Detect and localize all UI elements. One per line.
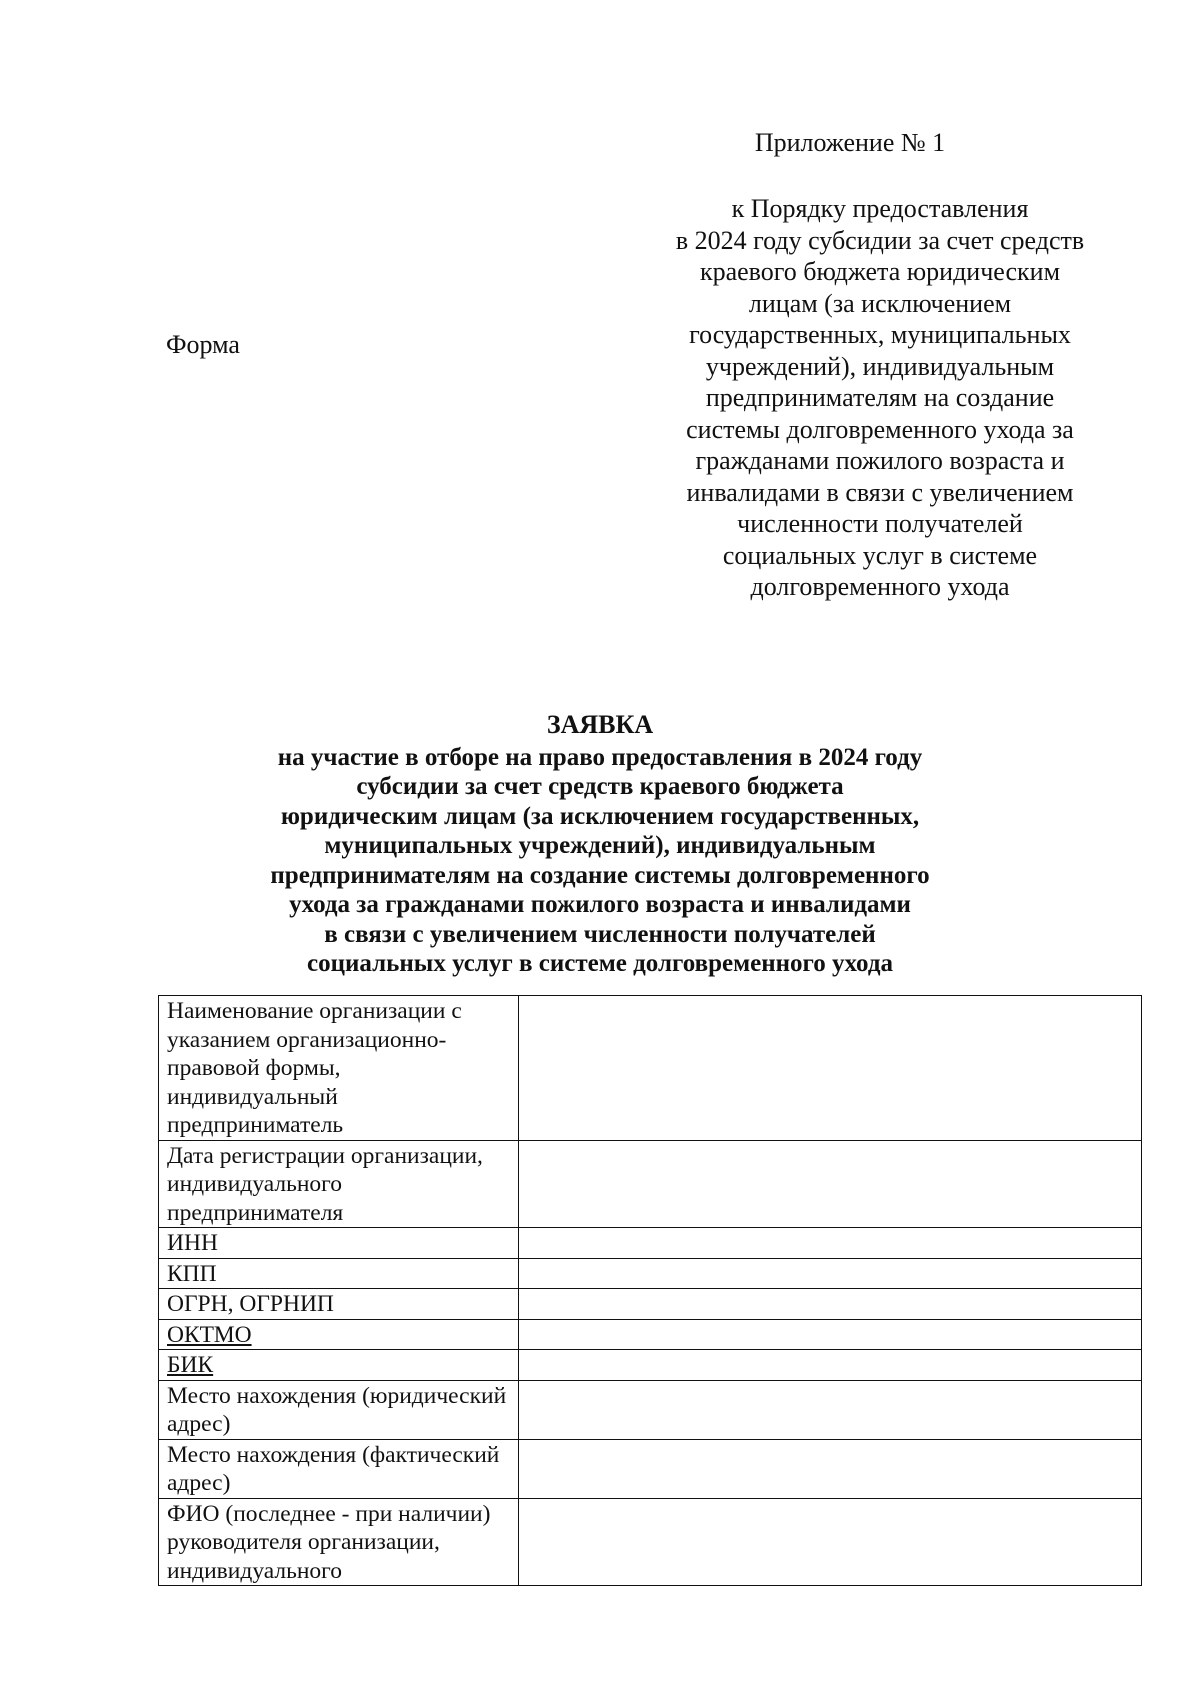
title-line: ухода за гражданами пожилого возраста и инвалидами bbox=[289, 891, 911, 918]
title-line: в связи с увеличением численности получателей bbox=[324, 920, 876, 948]
row-label-legal-address: Место нахождения (юридический адрес) bbox=[159, 1380, 519, 1439]
value-cell-organization-name[interactable] bbox=[519, 996, 1142, 1141]
appendix-line: к Порядку предоставления bbox=[731, 194, 1029, 223]
table-row bbox=[159, 1140, 1142, 1228]
title-line: предпринимателям на создание системы долговременного bbox=[270, 861, 930, 889]
table-row bbox=[159, 1289, 1142, 1320]
row-label-director-name: ФИО (последнее - при наличии) руководителя организации, индивидуального bbox=[159, 1498, 519, 1586]
appendix-line: краевого бюджета юридическим bbox=[699, 257, 1061, 286]
title-line: юридическим лицам (за исключением государственных, bbox=[280, 802, 920, 830]
row-label-oktmo: ОКТМО bbox=[159, 1319, 519, 1350]
appendix-line: гражданами пожилого возраста и bbox=[695, 446, 1065, 475]
appendix-line: долговременного ухода bbox=[750, 572, 1010, 601]
table-row bbox=[159, 1228, 1142, 1259]
title-line: муниципальных учреждений), индивидуальным bbox=[324, 832, 876, 859]
appendix-line: государственных, муниципальных bbox=[689, 320, 1071, 349]
table-row bbox=[159, 1319, 1142, 1350]
value-cell-registration-date[interactable] bbox=[519, 1140, 1142, 1228]
table-row bbox=[159, 996, 1142, 1141]
row-label-registration-date: Дата регистрации организации, индивидуального предпринимателя bbox=[159, 1140, 519, 1228]
appendix-line: в 2024 году субсидии за счет средств bbox=[675, 225, 1085, 255]
title-line: на участие в отборе на право предоставления в 2024 году bbox=[277, 743, 923, 771]
table-row bbox=[159, 1258, 1142, 1289]
appendix-line: численности получателей bbox=[737, 509, 1023, 538]
value-cell-ogrn[interactable] bbox=[519, 1289, 1142, 1320]
appendix-line: лицам (за исключением bbox=[748, 288, 1012, 318]
row-label-inn: ИНН bbox=[159, 1228, 519, 1259]
row-label-bik: БИК bbox=[159, 1350, 519, 1381]
value-cell-oktmo[interactable] bbox=[519, 1319, 1142, 1350]
title-line: субсидии за счет средств краевого бюджета bbox=[356, 773, 844, 800]
value-cell-bik[interactable] bbox=[519, 1350, 1142, 1381]
value-cell-legal-address[interactable] bbox=[519, 1380, 1142, 1439]
table-row bbox=[159, 1498, 1142, 1586]
appendix-line: социальных услуг в системе bbox=[722, 540, 1038, 570]
row-label-ogrn: ОГРН, ОГРНИП bbox=[159, 1289, 519, 1320]
application-form-table bbox=[158, 995, 1142, 1586]
table-row bbox=[159, 1439, 1142, 1498]
title-heading: ЗАЯВКА bbox=[546, 710, 654, 739]
appendix-line: учреждений), индивидуальным bbox=[705, 351, 1055, 381]
application-title bbox=[150, 710, 1050, 979]
row-label-kpp: КПП bbox=[159, 1258, 519, 1289]
value-cell-director-name[interactable] bbox=[519, 1498, 1142, 1586]
appendix-reference bbox=[640, 193, 1120, 603]
value-cell-actual-address[interactable] bbox=[519, 1439, 1142, 1498]
appendix-line: системы долговременного ухода за bbox=[686, 414, 1074, 444]
appendix-number: Приложение № 1 bbox=[754, 128, 946, 157]
row-label-actual-address: Место нахождения (фактический адрес) bbox=[159, 1439, 519, 1498]
appendix-line: предпринимателям на создание bbox=[705, 383, 1055, 412]
table-row bbox=[159, 1350, 1142, 1381]
table-row bbox=[159, 1380, 1142, 1439]
appendix-line: инвалидами в связи с увеличением bbox=[686, 477, 1074, 507]
row-label-organization-name: Наименование организации с указанием организационно-правовой формы, индивидуальный предприниматель bbox=[159, 996, 519, 1141]
value-cell-kpp[interactable] bbox=[519, 1258, 1142, 1289]
value-cell-inn[interactable] bbox=[519, 1228, 1142, 1259]
form-label: Форма bbox=[166, 330, 240, 359]
title-line: социальных услуг в системе долговременного ухода bbox=[307, 950, 893, 977]
